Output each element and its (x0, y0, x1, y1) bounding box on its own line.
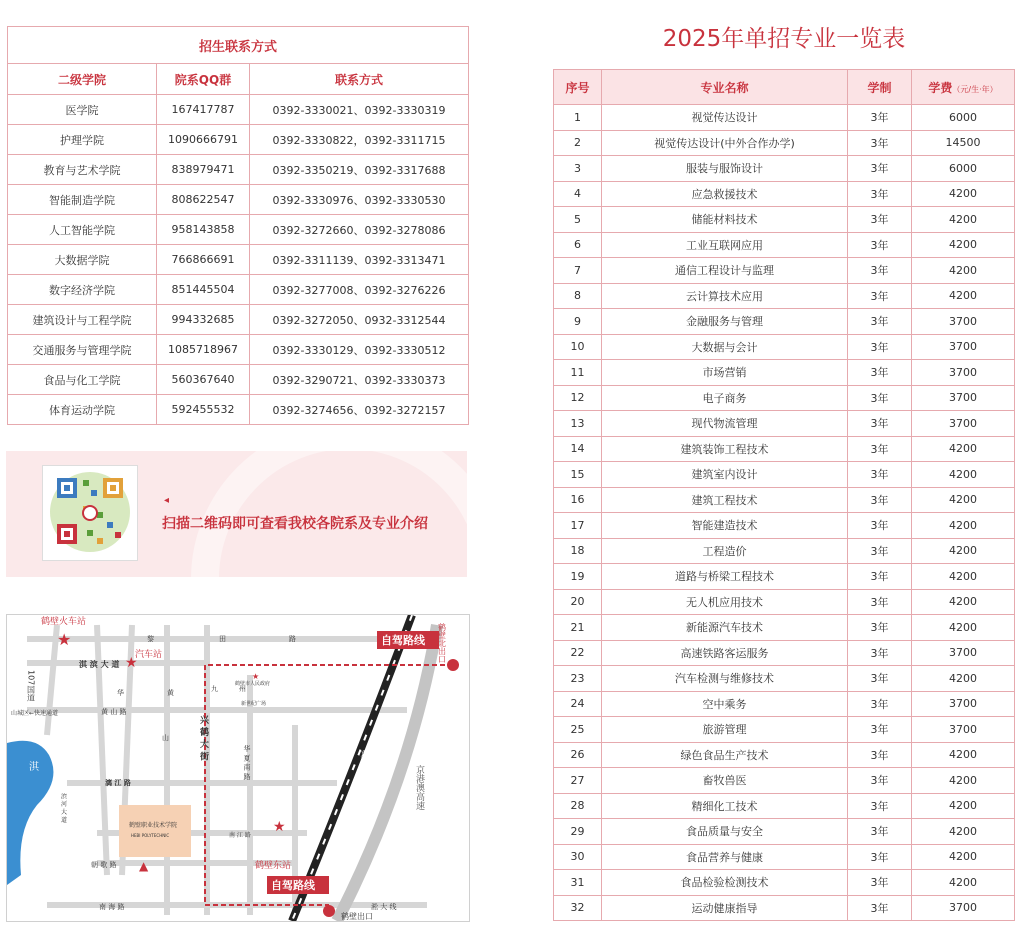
table-cell: 6000 (912, 156, 1015, 182)
table-cell: 智能制造学院 (8, 185, 157, 215)
contact-row (8, 185, 469, 215)
fee-unit: （元/生·年） (952, 84, 998, 94)
contact-row (8, 215, 469, 245)
major-row (554, 564, 1015, 590)
major-row (554, 691, 1015, 717)
table-cell: 3年 (848, 793, 912, 819)
table-cell: 视觉传达设计 (602, 105, 848, 131)
table-cell: 11 (554, 360, 602, 386)
contact-row (8, 305, 469, 335)
table-cell: 4200 (912, 181, 1015, 207)
table-cell: 766866691 (157, 245, 250, 275)
table-cell: 3年 (848, 819, 912, 845)
table-cell: 建筑工程技术 (602, 487, 848, 513)
major-row (554, 615, 1015, 641)
table-cell: 3年 (848, 538, 912, 564)
table-cell: 服装与服饰设计 (602, 156, 848, 182)
major-row (554, 436, 1015, 462)
table-cell: 食品检验检测技术 (602, 870, 848, 896)
table-cell: 0392-3350219、0392-3317688 (250, 155, 469, 185)
table-cell: 3年 (848, 640, 912, 666)
table-cell: 道路与桥梁工程技术 (602, 564, 848, 590)
map-label: 南 海 路 (99, 903, 125, 911)
table-cell: 精细化工技术 (602, 793, 848, 819)
star-icon: ★ (252, 672, 260, 681)
map-label: 京港高铁 (360, 750, 368, 778)
table-cell: 工业互联网应用 (602, 232, 848, 258)
table-cell: 无人机应用技术 (602, 589, 848, 615)
table-cell: 8 (554, 283, 602, 309)
table-cell: 0392-3330021、0392-3330319 (250, 95, 469, 125)
campus-map (6, 614, 470, 922)
table-cell: 14 (554, 436, 602, 462)
table-cell: 3年 (848, 742, 912, 768)
table-cell: 15 (554, 462, 602, 488)
arrow-up-icon: ▲ (139, 859, 149, 873)
major-row (554, 666, 1015, 692)
major-row (554, 385, 1015, 411)
table-cell: 市场营销 (602, 360, 848, 386)
map-label: 南 江 路 (229, 832, 251, 839)
table-cell: 31 (554, 870, 602, 896)
major-row (554, 538, 1015, 564)
table-cell: 17 (554, 513, 602, 539)
table-cell: 12 (554, 385, 602, 411)
table-cell: 医学院 (8, 95, 157, 125)
major-row (554, 742, 1015, 768)
table-cell: 4 (554, 181, 602, 207)
table-cell: 护理学院 (8, 125, 157, 155)
contact-table (7, 26, 469, 425)
pointer-arrow-icon: ◂ (164, 495, 170, 506)
table-cell: 4200 (912, 462, 1015, 488)
table-cell: 人工智能学院 (8, 215, 157, 245)
major-row (554, 844, 1015, 870)
major-row (554, 411, 1015, 437)
table-cell: 旅游管理 (602, 717, 848, 743)
table-cell: 1085718967 (157, 335, 250, 365)
table-cell: 运动健康指导 (602, 895, 848, 921)
table-cell: 3年 (848, 513, 912, 539)
majors-header: 学制 (848, 70, 912, 105)
table-cell: 16 (554, 487, 602, 513)
major-row (554, 793, 1015, 819)
majors-header: 序号 (554, 70, 602, 105)
major-row (554, 360, 1015, 386)
major-row (554, 462, 1015, 488)
table-cell: 食品质量与安全 (602, 819, 848, 845)
table-cell: 592455532 (157, 395, 250, 425)
table-cell: 应急救援技术 (602, 181, 848, 207)
table-cell: 3700 (912, 360, 1015, 386)
table-cell: 4200 (912, 564, 1015, 590)
table-cell: 视觉传达设计(中外合作办学) (602, 130, 848, 156)
map-label: 华 夏 南 路 (243, 745, 251, 780)
table-cell: 3年 (848, 462, 912, 488)
table-cell: 3年 (848, 283, 912, 309)
table-cell: 1 (554, 105, 602, 131)
map-label: 田 (219, 635, 226, 643)
table-cell: 4200 (912, 513, 1015, 539)
contact-row (8, 125, 469, 155)
exit-marker (323, 905, 335, 917)
table-cell: 21 (554, 615, 602, 641)
table-cell: 14500 (912, 130, 1015, 156)
table-cell: 5 (554, 207, 602, 233)
table-cell: 金融服务与管理 (602, 309, 848, 335)
contact-row (8, 155, 469, 185)
banner-text: 扫描二维码即可查看我校各院系及专业介绍 (162, 516, 428, 532)
map-label: 路 (289, 635, 296, 643)
major-row (554, 105, 1015, 131)
contact-row (8, 245, 469, 275)
table-cell: 28 (554, 793, 602, 819)
table-cell: 汽车检测与维修技术 (602, 666, 848, 692)
star-icon: ★ (273, 819, 286, 835)
map-label: 州 (239, 685, 246, 693)
map-label: 自驾路线 (381, 634, 425, 647)
table-cell: 838979471 (157, 155, 250, 185)
qr-code-icon (43, 466, 137, 560)
table-cell: 3年 (848, 717, 912, 743)
page-title: 2025年单招专业一览表 (662, 26, 906, 52)
table-cell: 3年 (848, 156, 912, 182)
map-label: 华 (117, 689, 124, 697)
table-cell: 0392-3272660、0392-3278086 (250, 215, 469, 245)
major-row (554, 232, 1015, 258)
table-cell: 0392-3330129、0392-3330512 (250, 335, 469, 365)
map-label: 鹤壁市人民政府 (235, 681, 271, 687)
table-cell: 食品与化工学院 (8, 365, 157, 395)
table-cell: 3年 (848, 870, 912, 896)
map-label: 汽车站 (135, 650, 163, 660)
table-cell: 4200 (912, 666, 1015, 692)
qr-code[interactable] (42, 465, 138, 561)
majors-header: 专业名称 (602, 70, 848, 105)
contact-row (8, 365, 469, 395)
major-row (554, 487, 1015, 513)
table-cell: 22 (554, 640, 602, 666)
table-cell: 4200 (912, 258, 1015, 284)
table-cell: 智能建造技术 (602, 513, 848, 539)
table-cell: 4200 (912, 207, 1015, 233)
table-cell: 绿色食品生产技术 (602, 742, 848, 768)
table-cell: 24 (554, 691, 602, 717)
table-cell: 4200 (912, 487, 1015, 513)
table-cell: 0392-3272050、0932-3312544 (250, 305, 469, 335)
table-cell: 3年 (848, 130, 912, 156)
table-cell: 3年 (848, 666, 912, 692)
table-cell: 4200 (912, 615, 1015, 641)
table-cell: 4200 (912, 436, 1015, 462)
map-label: 鹤壁职业技术学院 (129, 822, 178, 829)
table-cell: 0392-3290721、0392-3330373 (250, 365, 469, 395)
map-label: 漓 江 路 (105, 779, 131, 787)
table-cell: 4200 (912, 768, 1015, 794)
table-cell: 13 (554, 411, 602, 437)
table-cell: 3年 (848, 768, 912, 794)
table-cell: 3700 (912, 309, 1015, 335)
map-label: 淇 滨 大 道 (79, 660, 120, 669)
contact-row (8, 95, 469, 125)
major-row (554, 870, 1015, 896)
star-icon: ★ (125, 655, 138, 671)
majors-table (553, 69, 1015, 921)
contact-caption: 招生联系方式 (8, 27, 469, 64)
contact-header: 院系QQ群 (157, 64, 250, 95)
major-row (554, 309, 1015, 335)
qr-banner (6, 451, 467, 577)
map-label: 鹤壁北出口 (437, 623, 447, 663)
table-cell: 大数据与会计 (602, 334, 848, 360)
table-cell: 3年 (848, 258, 912, 284)
table-cell: 560367640 (157, 365, 250, 395)
map-label: 鹤壁东站 (255, 861, 292, 871)
table-cell: 建筑装饰工程技术 (602, 436, 848, 462)
contact-row (8, 335, 469, 365)
table-cell: 3年 (848, 589, 912, 615)
table-cell: 储能材料技术 (602, 207, 848, 233)
map-label: 滨 河 大 道 (59, 793, 67, 823)
major-row (554, 258, 1015, 284)
table-cell: 1090666791 (157, 125, 250, 155)
table-cell: 3700 (912, 411, 1015, 437)
table-cell: 3年 (848, 436, 912, 462)
table-cell: 云计算技术应用 (602, 283, 848, 309)
map-label: 九 (211, 685, 218, 693)
table-cell: 3年 (848, 334, 912, 360)
table-cell: 4200 (912, 283, 1015, 309)
table-cell: 3700 (912, 385, 1015, 411)
star-icon: ★ (57, 630, 72, 649)
table-cell: 958143858 (157, 215, 250, 245)
table-cell: 29 (554, 819, 602, 845)
major-row (554, 207, 1015, 233)
table-cell: 4200 (912, 870, 1015, 896)
map-label: 山 (162, 734, 169, 742)
major-row (554, 895, 1015, 921)
map-label: 黎 (147, 635, 154, 643)
table-cell: 0392-3311139、0392-3313471 (250, 245, 469, 275)
majors-header-fee (912, 70, 1015, 105)
table-cell: 畜牧兽医 (602, 768, 848, 794)
table-cell: 10 (554, 334, 602, 360)
table-cell: 通信工程设计与监理 (602, 258, 848, 284)
major-row (554, 589, 1015, 615)
map-label: 107国道 (26, 670, 36, 702)
table-cell: 0392-3330822，0392-3311715 (250, 125, 469, 155)
table-cell: 3年 (848, 360, 912, 386)
table-cell: 20 (554, 589, 602, 615)
table-cell: 教育与艺术学院 (8, 155, 157, 185)
map-label: 京港澳高速 (414, 765, 424, 810)
table-cell: 3年 (848, 385, 912, 411)
map-label: 黄 山 路 (101, 708, 127, 716)
map-label: 朝 歌 路 (91, 861, 117, 869)
map-label: 淞 大 线 (371, 903, 397, 911)
table-cell: 4200 (912, 793, 1015, 819)
table-cell: 3年 (848, 487, 912, 513)
table-cell: 3年 (848, 844, 912, 870)
table-cell: 0392-3330976、0392-3330530 (250, 185, 469, 215)
exit-marker (447, 659, 459, 671)
contact-header: 联系方式 (250, 64, 469, 95)
major-row (554, 640, 1015, 666)
table-cell: 3700 (912, 895, 1015, 921)
table-cell: 19 (554, 564, 602, 590)
table-cell: 2 (554, 130, 602, 156)
major-row (554, 156, 1015, 182)
major-row (554, 283, 1015, 309)
table-cell: 6000 (912, 105, 1015, 131)
map-label: 自驾路线 (271, 879, 315, 892)
table-cell: 9 (554, 309, 602, 335)
table-cell: 3年 (848, 105, 912, 131)
table-cell: 167417787 (157, 95, 250, 125)
table-cell: 3 (554, 156, 602, 182)
table-cell: 空中乘务 (602, 691, 848, 717)
table-cell: 3年 (848, 181, 912, 207)
table-cell: 食品营养与健康 (602, 844, 848, 870)
table-cell: 3年 (848, 411, 912, 437)
table-cell: 23 (554, 666, 602, 692)
table-cell: 建筑室内设计 (602, 462, 848, 488)
table-cell: 4200 (912, 538, 1015, 564)
table-cell: 3年 (848, 232, 912, 258)
table-cell: 4200 (912, 844, 1015, 870)
major-row (554, 513, 1015, 539)
table-cell: 3年 (848, 895, 912, 921)
map-label: 新世纪广场 (241, 701, 267, 707)
table-cell: 851445504 (157, 275, 250, 305)
table-cell: 27 (554, 768, 602, 794)
table-cell: 3700 (912, 334, 1015, 360)
table-cell: 3年 (848, 207, 912, 233)
table-cell: 交通服务与管理学院 (8, 335, 157, 365)
table-cell: 3700 (912, 717, 1015, 743)
map-label: 山城区←快速通道 (11, 710, 59, 717)
major-row (554, 181, 1015, 207)
contact-row (8, 395, 469, 425)
table-cell: 3年 (848, 691, 912, 717)
contact-row (8, 275, 469, 305)
table-cell: 数字经济学院 (8, 275, 157, 305)
table-cell: 0392-3277008、0392-3276226 (250, 275, 469, 305)
map-label: 黄 (167, 689, 174, 697)
table-cell: 3700 (912, 640, 1015, 666)
major-row (554, 130, 1015, 156)
map-label: HEBI POLYTECHNIC (131, 833, 170, 838)
contact-header: 二级学院 (8, 64, 157, 95)
major-row (554, 768, 1015, 794)
table-cell: 32 (554, 895, 602, 921)
table-cell: 25 (554, 717, 602, 743)
table-cell: 994332685 (157, 305, 250, 335)
map-label: 淇 (29, 762, 39, 773)
table-cell: 4200 (912, 742, 1015, 768)
table-cell: 工程造价 (602, 538, 848, 564)
table-cell: 3年 (848, 564, 912, 590)
table-cell: 建筑设计与工程学院 (8, 305, 157, 335)
table-cell: 30 (554, 844, 602, 870)
table-cell: 电子商务 (602, 385, 848, 411)
table-cell: 6 (554, 232, 602, 258)
table-cell: 4200 (912, 232, 1015, 258)
map-label: 兴 鹤 大 街 (198, 715, 208, 761)
table-cell: 新能源汽车技术 (602, 615, 848, 641)
table-cell: 0392-3274656、0392-3272157 (250, 395, 469, 425)
campus-block (119, 805, 191, 857)
table-cell: 体育运动学院 (8, 395, 157, 425)
table-cell: 3年 (848, 309, 912, 335)
table-cell: 高速铁路客运服务 (602, 640, 848, 666)
table-cell: 3年 (848, 615, 912, 641)
table-cell: 7 (554, 258, 602, 284)
major-row (554, 334, 1015, 360)
table-cell: 大数据学院 (8, 245, 157, 275)
table-cell: 3700 (912, 691, 1015, 717)
table-cell: 4200 (912, 589, 1015, 615)
fee-label: 学费 (928, 80, 953, 95)
map-label: 鹤壁出口 (341, 912, 373, 921)
map-label: 鹤壁火车站 (41, 617, 87, 627)
table-cell: 18 (554, 538, 602, 564)
table-cell: 808622547 (157, 185, 250, 215)
table-cell: 现代物流管理 (602, 411, 848, 437)
table-cell: 26 (554, 742, 602, 768)
major-row (554, 717, 1015, 743)
major-row (554, 819, 1015, 845)
table-cell: 4200 (912, 819, 1015, 845)
